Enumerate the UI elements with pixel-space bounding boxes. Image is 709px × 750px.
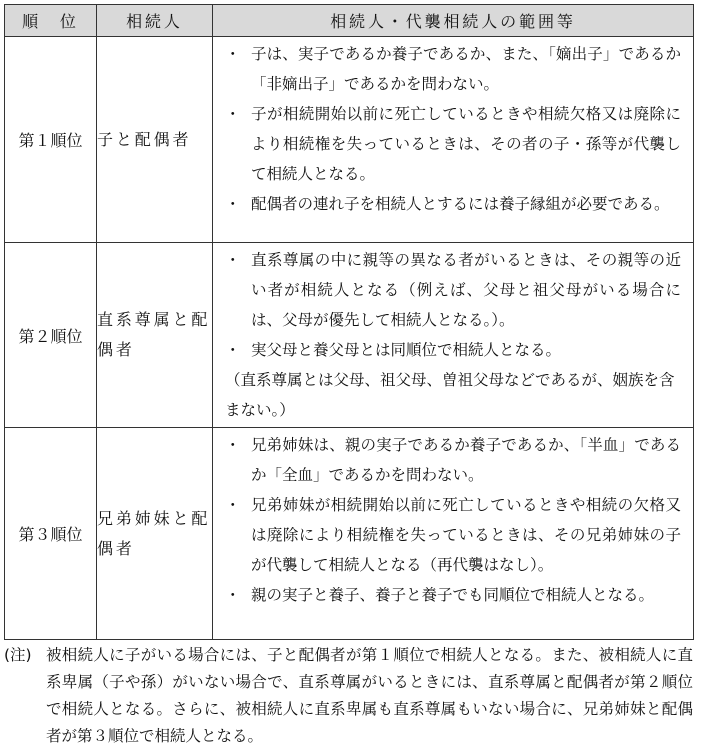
table-header-row <box>5 5 694 37</box>
point-text: 子が相続開始以前に死亡しているときや相続欠格又は廃除により相続権を失っているときは、その者の子・孫等が代襲して相続人となる。 <box>251 105 681 183</box>
header-scope: 相続人・代襲相続人の範囲等 <box>213 5 694 37</box>
scope-cell <box>213 428 694 640</box>
point-item <box>225 189 681 219</box>
footnote-text: 被相続人に子がいる場合には、子と配偶者が第１順位で相続人となる。また、被相続人に直系卑属（子や孫）がいない場合で、直系尊属がいるときには、直系尊属と配偶者が第２順位で相続人となる。さらに、被相続人に直系卑属も直系尊属もいない場合に、兄弟姉妹と配偶者が第３順位で相続人となる。 <box>46 646 693 745</box>
bullet-icon: ・ <box>225 45 241 63</box>
bullet-icon: ・ <box>225 195 241 213</box>
header-rank: 順 位 <box>5 5 97 37</box>
rank-cell: 第３順位 <box>5 428 97 640</box>
point-list <box>213 243 693 427</box>
point-text: 兄弟姉妹が相続開始以前に死亡しているときや相続の欠格又は廃除により相続権を失っているときは、その兄弟姉妹の子が代襲して相続人となる（再代襲はなし）。 <box>251 496 681 574</box>
rank-cell: 第２順位 <box>5 243 97 428</box>
point-item <box>225 39 681 99</box>
bullet-icon: ・ <box>225 341 241 359</box>
point-text: 直系尊属の中に親等の異なる者がいるときは、その親等の近い者が相続人となる（例えば、父母と祖父母がいる場合には、父母が優先して相続人となる。）。 <box>251 251 681 329</box>
point-text: 実父母と養父母とは同順位で相続人となる。 <box>251 341 562 359</box>
table-row-rank-2 <box>5 243 694 428</box>
point-list <box>213 428 693 612</box>
bullet-icon: ・ <box>225 436 241 454</box>
bullet-icon: ・ <box>225 251 241 269</box>
point-item <box>225 99 681 189</box>
footnote-mark: (注) <box>4 646 32 664</box>
table-row-rank-1 <box>5 37 694 243</box>
point-text: 配偶者の連れ子を相続人とするには養子縁組が必要である。 <box>251 195 670 213</box>
point-item <box>225 430 681 490</box>
point-text: 兄弟姉妹は、親の実子であるか養子であるか、「半血」であるか「全血」であるかを問わない。 <box>251 436 681 484</box>
point-text: 子は、実子であるか養子であるか、また、「嫡出子」であるか「非嫡出子」であるかを問わない。 <box>251 45 681 93</box>
heir-cell: 兄弟姉妹と配偶者 <box>97 428 213 640</box>
heir-rank-table <box>4 4 694 640</box>
header-heir: 相続人 <box>97 5 213 37</box>
bullet-icon: ・ <box>225 586 241 604</box>
heir-cell: 直系尊属と配偶者 <box>97 243 213 428</box>
point-list <box>213 37 693 221</box>
rank-cell: 第１順位 <box>5 37 97 243</box>
bullet-icon: ・ <box>225 496 241 514</box>
scope-cell <box>213 37 694 243</box>
point-item <box>225 335 681 365</box>
point-item <box>225 580 681 610</box>
point-text: 親の実子と養子、養子と養子でも同順位で相続人となる。 <box>251 586 655 604</box>
footnote <box>4 642 693 750</box>
table-row-rank-3 <box>5 428 694 640</box>
scope-cell <box>213 243 694 428</box>
heir-cell: 子と配偶者 <box>97 37 213 243</box>
ascendant-note: （直系尊属とは父母、祖父母、曽祖父母などであるが、姻族を含まない。） <box>225 371 675 419</box>
point-item <box>225 490 681 580</box>
point-item <box>225 245 681 335</box>
bullet-icon: ・ <box>225 105 241 123</box>
